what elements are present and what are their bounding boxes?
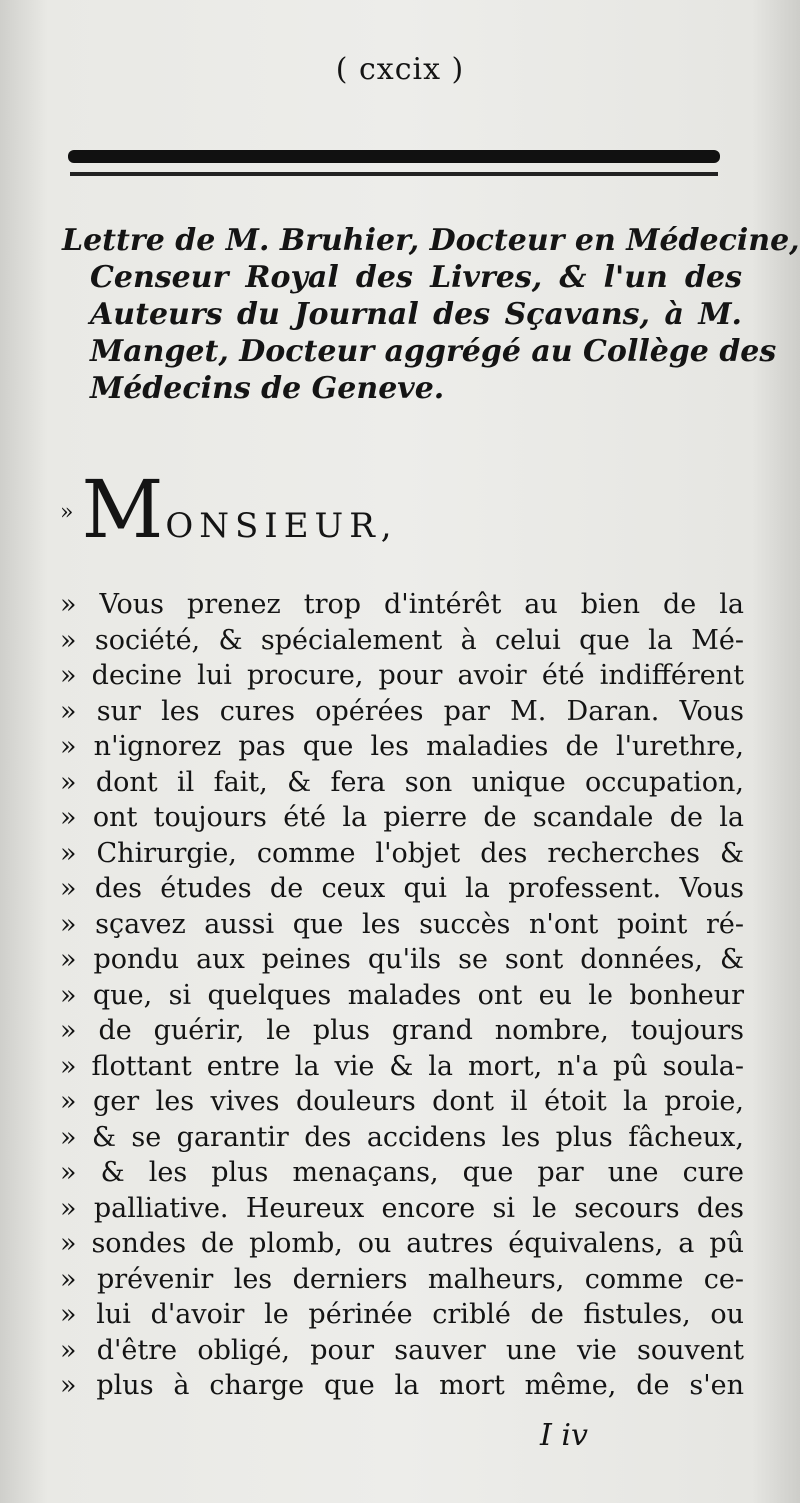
body-line: » ont toujours été la pierre de scandale de la xyxy=(60,802,744,833)
body-line: » sçavez aussi que les succès n'ont point ré- xyxy=(60,908,744,940)
letter-body xyxy=(60,587,744,1404)
body-line: » sondes de plomb, ou autres équivalens, a pû xyxy=(60,1228,744,1259)
body-line: » sur les cures opérées par M. Daran. Vous xyxy=(60,695,744,727)
page-number: ( cxcix ) xyxy=(335,52,465,87)
title-line: Censeur Royal des Livres, & l'un des xyxy=(90,260,742,295)
body-line: » société, & spécialement à celui que la Mé- xyxy=(60,624,744,656)
salutation-quote-mark: » xyxy=(60,500,74,525)
body-line: » palliative. Heureux encore si le secours des xyxy=(60,1192,744,1224)
body-line: » de guérir, le plus grand nombre, toujours xyxy=(60,1015,744,1046)
signature-mark: I iv xyxy=(540,1418,588,1453)
body-line: » ger les vives douleurs dont il étoit la proie, xyxy=(60,1086,744,1117)
body-line: » dont il fait, & fera son unique occupation, xyxy=(60,766,744,798)
body-line: » n'ignorez pas que les maladies de l'urethre, xyxy=(60,731,744,762)
body-line: » des études de ceux qui la professent. Vous xyxy=(60,873,744,904)
title-line: Médecins de Geneve. xyxy=(90,371,445,406)
body-line: » plus à charge que la mort même, de s'en xyxy=(60,1370,744,1401)
letter-title xyxy=(62,222,800,407)
body-line: » decine lui procure, pour avoir été indifférent xyxy=(60,660,744,691)
body-line: » pondu aux peines qu'ils se sont données, & xyxy=(60,944,744,975)
title-line: Manget, Docteur aggrégé au Collège des xyxy=(90,334,777,369)
drop-initial: M xyxy=(81,463,166,556)
salutation xyxy=(60,463,760,556)
title-line: Lettre de M. Bruhier, Docteur en Médecine, xyxy=(62,223,800,258)
body-line: » flottant entre la vie & la mort, n'a pû soula- xyxy=(60,1050,744,1082)
body-line: » d'être obligé, pour sauver une vie souvent xyxy=(60,1334,744,1366)
body-line: » que, si quelques malades ont eu le bonheur xyxy=(60,979,744,1011)
body-line: » & les plus menaçans, que par une cure xyxy=(60,1157,744,1188)
header-rule-thin xyxy=(70,172,718,176)
body-line: » & se garantir des accidens les plus fâcheux, xyxy=(60,1121,744,1153)
title-line: Auteurs du Journal des Sçavans, à M. xyxy=(90,297,742,332)
body-line: » lui d'avoir le périnée criblé de fistules, ou xyxy=(60,1299,744,1330)
body-line: » Chirurgie, comme l'objet des recherches & xyxy=(60,837,744,869)
body-line: » Vous prenez trop d'intérêt au bien de la xyxy=(60,589,744,620)
body-line: » prévenir les derniers malheurs, comme ce- xyxy=(60,1263,744,1295)
header-rule-thick xyxy=(68,150,720,163)
salutation-word: ONSIEUR, xyxy=(165,506,398,546)
